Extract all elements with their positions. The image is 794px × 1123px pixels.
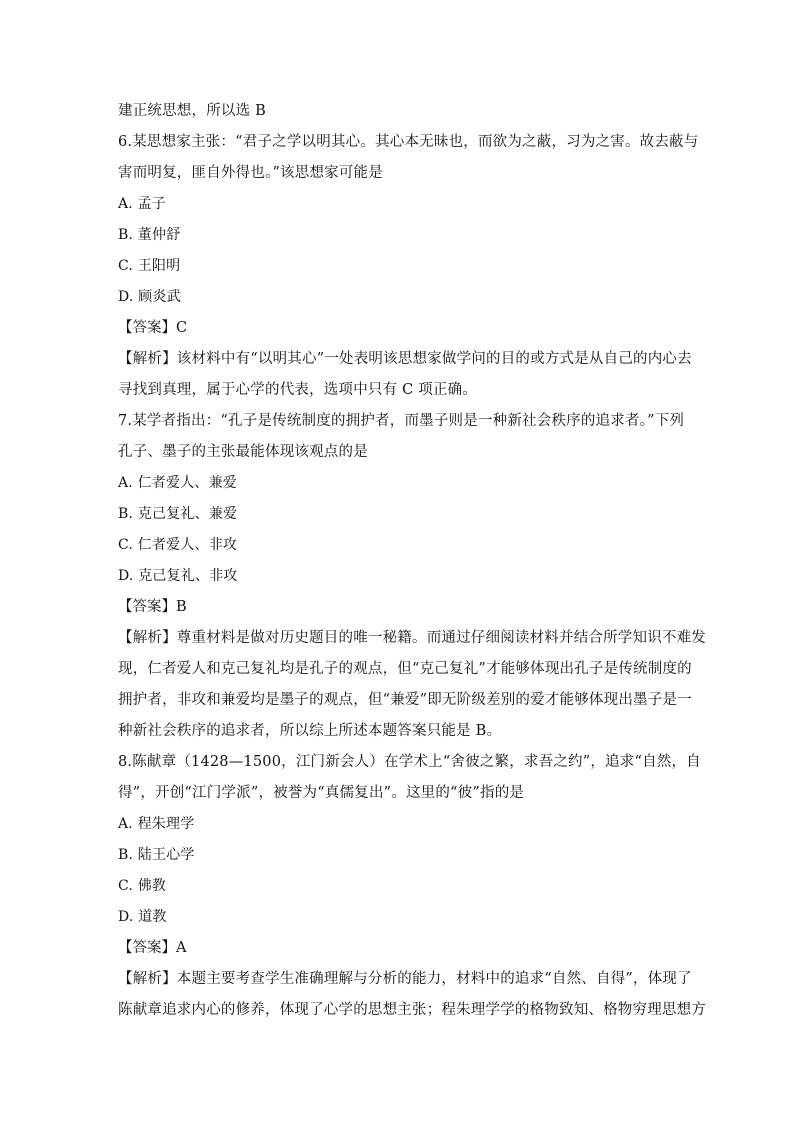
q7-option-b: B. 克己复礼、兼爱 bbox=[118, 506, 238, 522]
q8-option-b: B. 陆王心学 bbox=[118, 847, 195, 863]
q7-analysis-cont: 拥护者，非攻和兼爱均是墨子的观点，但“兼爱”即无阶级差别的爱才能够体现出墨子是一 bbox=[118, 692, 692, 708]
q7-analysis: 【解析】尊重材料是做对历史题目的唯一秘籍。而通过仔细阅读材料并结合所学知识不难发 bbox=[118, 630, 706, 646]
document-body bbox=[118, 96, 706, 1026]
q6-option-c: C. 王阳明 bbox=[118, 258, 181, 274]
question-6-stem-cont: 害而明复，匪自外得也。”该思想家可能是 bbox=[118, 165, 383, 181]
q6-option-a: A. 孟子 bbox=[118, 196, 167, 212]
question-8-stem-cont: 得”，开创“江门学派”，被誉为“真儒复出”。这里的“彼”指的是 bbox=[118, 785, 525, 801]
q7-option-c: C. 仁者爱人、非攻 bbox=[118, 537, 238, 553]
q6-answer: 【答案】C bbox=[118, 320, 188, 336]
text-line: 建正统思想，所以选 B bbox=[118, 103, 266, 119]
q7-analysis-cont: 现，仁者爱人和克己复礼均是孔子的观点，但“克己复礼”才能够体现出孔子是传统制度的 bbox=[118, 661, 692, 677]
q6-option-d: D. 顾炎武 bbox=[118, 289, 181, 305]
q7-option-a: A. 仁者爱人、兼爱 bbox=[118, 475, 238, 491]
question-8-stem: 8.陈献章（1428—1500，江门新会人）在学术上“舍彼之繁，求吾之约”，追求“自然，自 bbox=[118, 754, 701, 770]
q8-analysis-cont: 陈献章追求内心的修养，体现了心学的思想主张；程朱理学学的格物致知、格物穷理思想方 bbox=[118, 1002, 706, 1018]
q7-option-d: D. 克己复礼、非攻 bbox=[118, 568, 238, 584]
q7-answer: 【答案】B bbox=[118, 599, 187, 615]
q6-option-b: B. 董仲舒 bbox=[118, 227, 181, 243]
q8-analysis: 【解析】本题主要考查学生准确理解与分析的能力，材料中的追求“自然、自得”，体现了 bbox=[118, 971, 692, 987]
question-6-stem: 6.某思想家主张：“君子之学以明其心。其心本无昧也，而欲为之蔽，习为之害。故去蔽与 bbox=[118, 134, 699, 150]
q8-option-c: C. 佛教 bbox=[118, 878, 167, 894]
q8-answer: 【答案】A bbox=[118, 940, 187, 956]
q6-analysis: 【解析】该材料中有“以明其心”一处表明该思想家做学问的目的或方式是从自己的内心去 bbox=[118, 351, 692, 367]
q6-analysis-cont: 寻找到真理，属于心学的代表，选项中只有 C 项正确。 bbox=[118, 382, 478, 398]
q8-option-d: D. 道教 bbox=[118, 909, 167, 925]
q7-analysis-cont: 种新社会秩序的追求者，所以综上所述本题答案只能是 B。 bbox=[118, 723, 502, 739]
q8-option-a: A. 程朱理学 bbox=[118, 816, 195, 832]
question-7-stem-cont: 孔子、墨子的主张最能体现该观点的是 bbox=[118, 444, 368, 460]
question-7-stem: 7.某学者指出：“孔子是传统制度的拥护者，而墨子则是一种新社会秩序的追求者。”下列 bbox=[118, 413, 685, 429]
